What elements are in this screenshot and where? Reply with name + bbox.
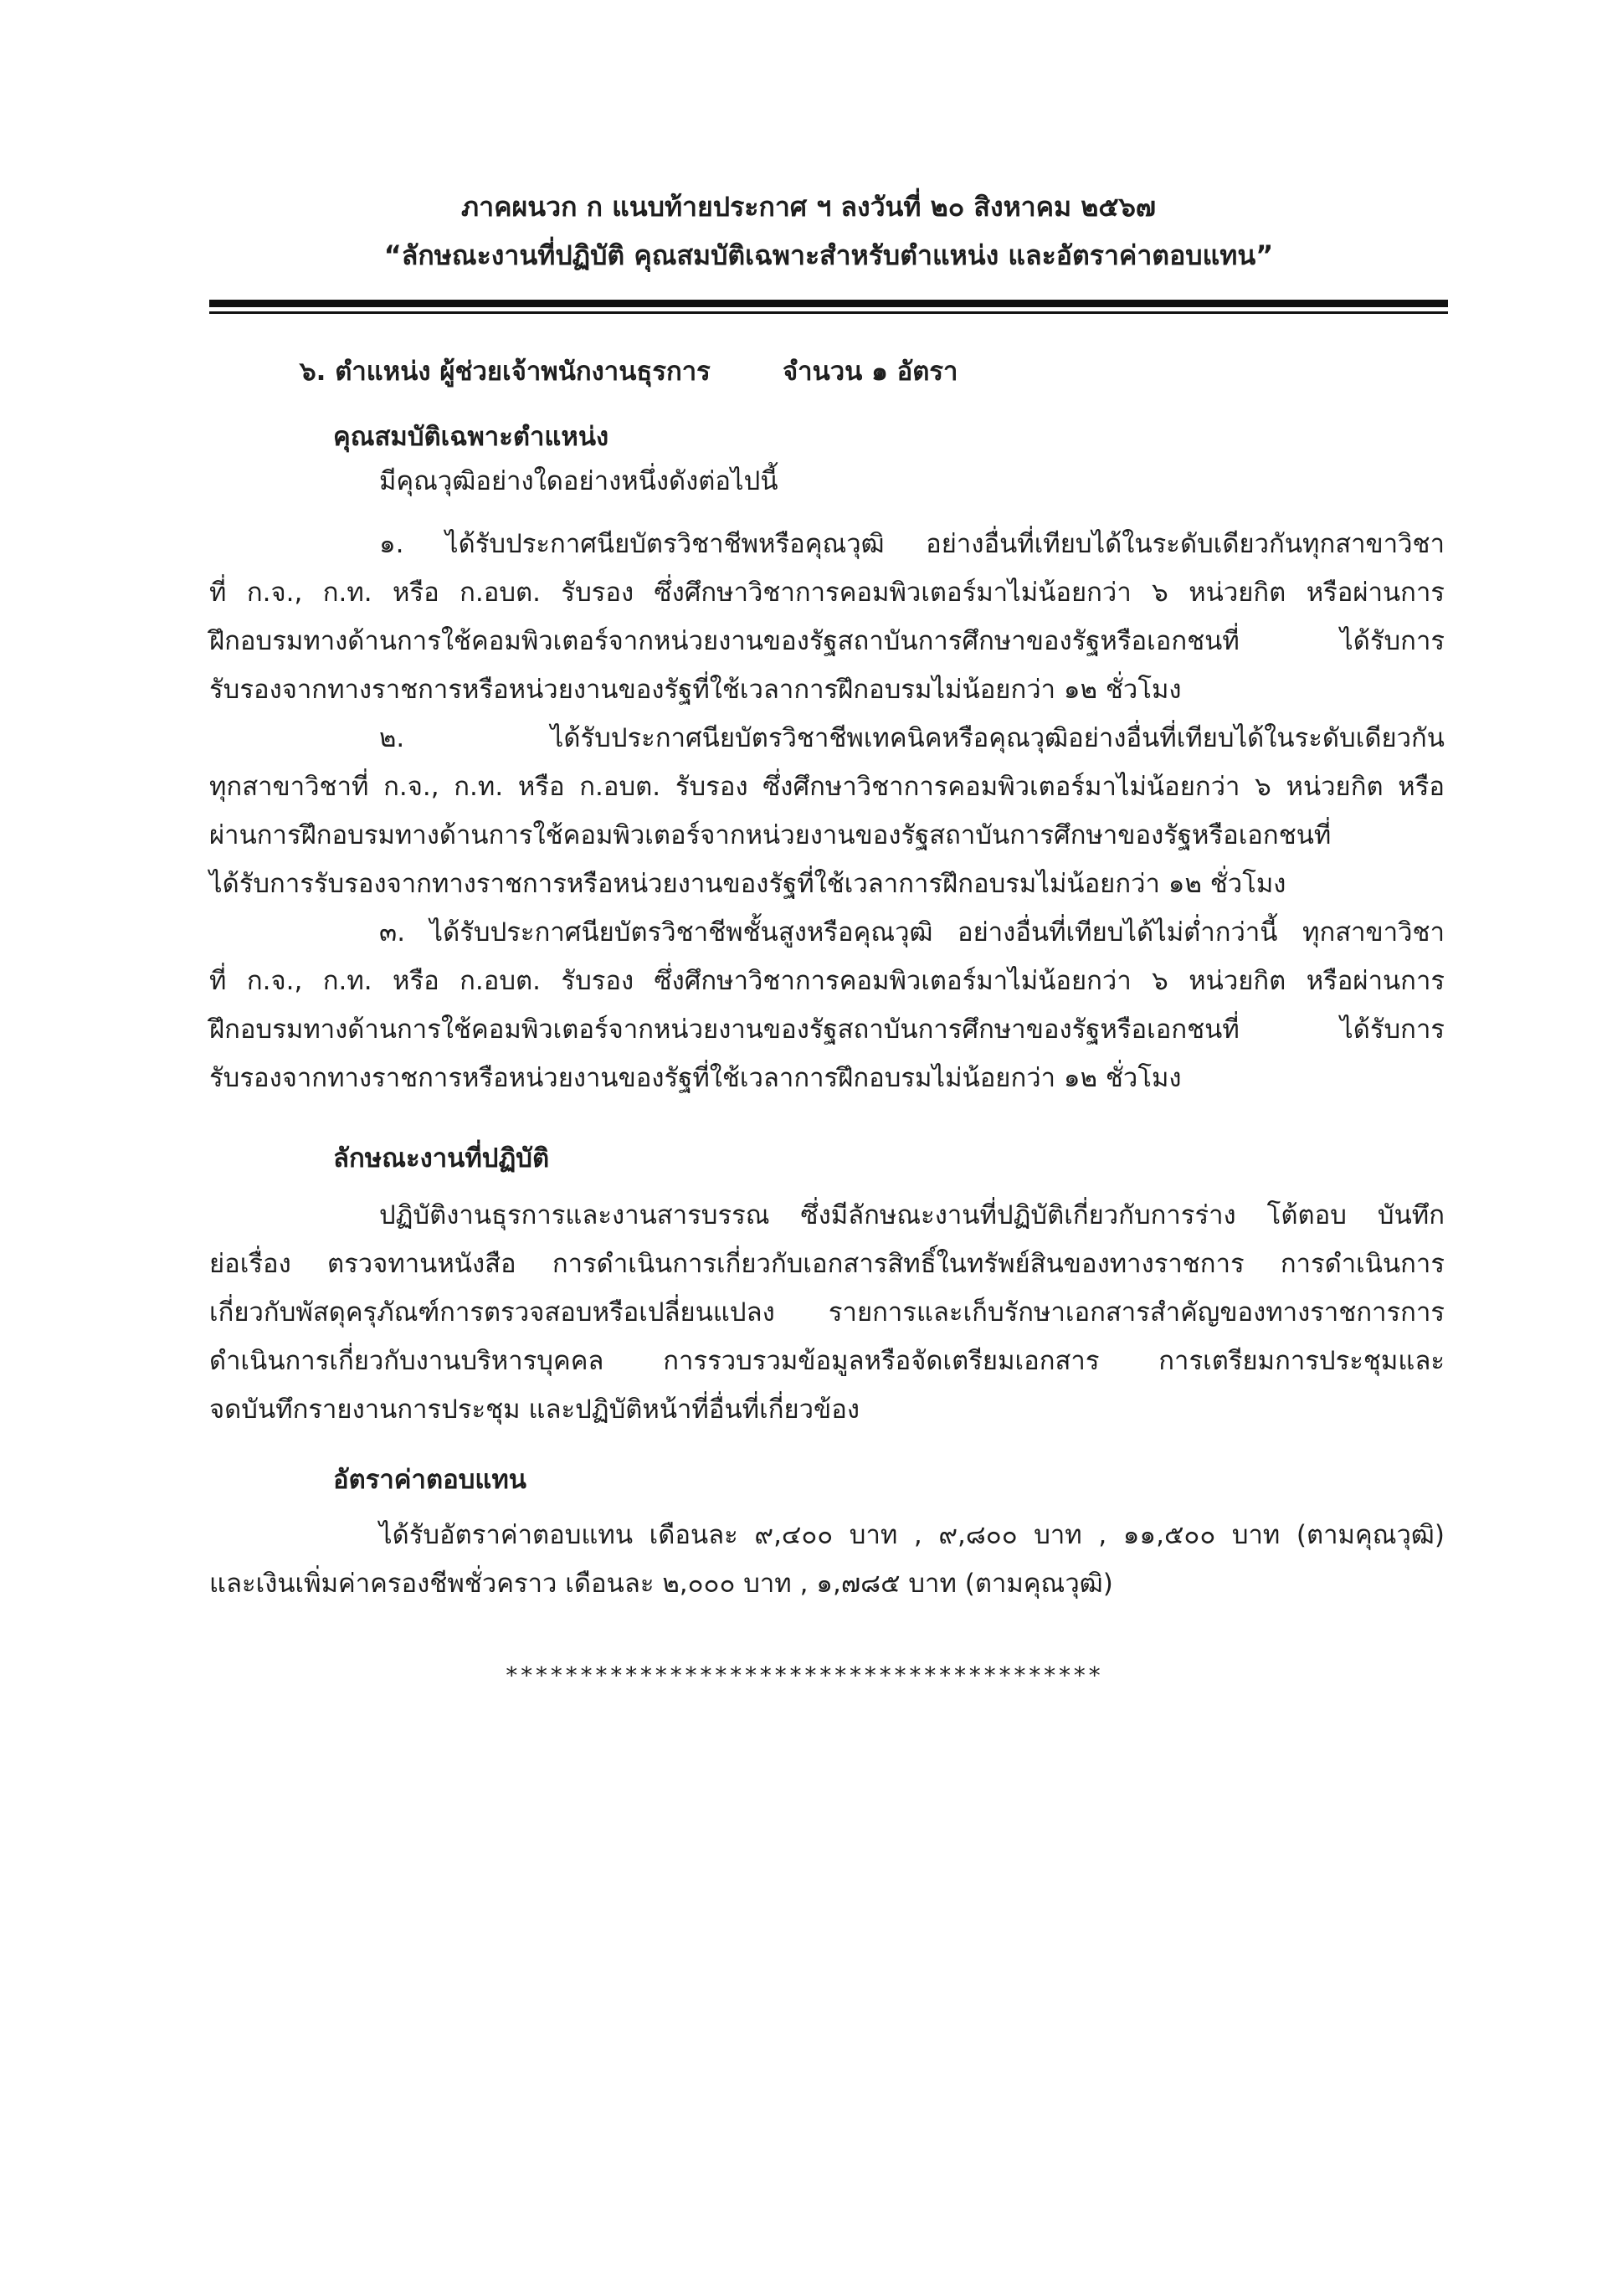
duties-line-4: ดำเนินการเกี่ยวกับงานบริหารบุคคล การรวบรวมข้อมูลหรือจัดเตรียมเอกสาร การเตรียมการประชุมและ [209, 1346, 1445, 1376]
qualification-item-1-line-3: ฝึกอบรมทางด้านการใช้คอมพิวเตอร์จากหน่วยงานของรัฐสถาบันการศึกษาของรัฐหรือเอกชนที่ ได้รับการ [209, 626, 1445, 656]
qualification-item-1-line-1: ๑. ได้รับประกาศนียบัตรวิชาชีพหรือคุณวุฒิ อย่างอื่นที่เทียบได้ในระดับเดียวกันทุกสาขาวิชา [379, 529, 1445, 559]
compensation-line-2: และเงินเพิ่มค่าครองชีพชั่วคราว เดือนละ ๒,๐๐๐ บาท , ๑,๗๘๕ บาท (ตามคุณวุฒิ) [209, 1569, 1113, 1599]
duties-heading: ลักษณะงานที่ปฏิบัติ [333, 1143, 550, 1174]
compensation-line-1: ได้รับอัตราค่าตอบแทน เดือนละ ๙,๔๐๐ บาท , ๙,๘๐๐ บาท , ๑๑,๕๐๐ บาท (ตามคุณวุฒิ) [379, 1520, 1445, 1550]
duties-line-1: ปฏิบัติงานธุรการและงานสารบรรณ ซึ่งมีลักษณะงานที่ปฏิบัติเกี่ยวกับการร่าง โต้ตอบ บันทึก [379, 1200, 1445, 1230]
qualification-item-2-line-3: ผ่านการฝึกอบรมทางด้านการใช้คอมพิวเตอร์จากหน่วยงานของรัฐสถาบันการศึกษาของรัฐหรือเอกชนที่ [209, 820, 1332, 850]
qualification-item-1-line-2: ที่ ก.จ., ก.ท. หรือ ก.อบต. รับรอง ซึ่งศึกษาวิชาการคอมพิวเตอร์มาไม่น้อยกว่า ๖ หน่วยกิต หรือผ่านการ [209, 578, 1445, 608]
qualification-item-3-line-1: ๓. ได้รับประกาศนียบัตรวิชาชีพชั้นสูงหรือคุณวุฒิ อย่างอื่นที่เทียบได้ไม่ต่ำกว่านี้ ทุกสาขาวิชา [379, 917, 1445, 948]
qualifications-heading: คุณสมบัติเฉพาะตำแหน่ง [333, 422, 609, 452]
qualification-item-2-line-2: ทุกสาขาวิชาที่ ก.จ., ก.ท. หรือ ก.อบต. รับรอง ซึ่งศึกษาวิชาการคอมพิวเตอร์มาไม่น้อยกว่า ๖ หน่วยกิต หรือ [209, 772, 1445, 802]
qualification-item-3-line-3: ฝึกอบรมทางด้านการใช้คอมพิวเตอร์จากหน่วยงานของรัฐสถาบันการศึกษาของรัฐหรือเอกชนที่ ได้รับการ [209, 1014, 1445, 1045]
duties-line-5: จดบันทึกรายงานการประชุม และปฏิบัติหน้าที่อื่นที่เกี่ยวข้อง [209, 1395, 860, 1425]
qualification-item-3-line-4: รับรองจากทางราชการหรือหน่วยงานของรัฐที่ใช้เวลาการฝึกอบรมไม่น้อยกว่า ๑๒ ชั่วโมง [209, 1063, 1182, 1093]
qualification-item-2-line-4: ได้รับการรับรองจากทางราชการหรือหน่วยงานของรัฐที่ใช้เวลาการฝึกอบรมไม่น้อยกว่า ๑๒ ชั่วโมง [209, 869, 1286, 899]
header-subject-line: “ลักษณะงานที่ปฏิบัติ คุณสมบัติเฉพาะสำหรับตำแหน่ง และอัตราค่าตอบแทน” [383, 239, 1274, 271]
duties-line-3: เกี่ยวกับพัสดุครุภัณฑ์การตรวจสอบหรือเปลี่ยนแปลง รายการและเก็บรักษาเอกสารสำคัญของทางราชการการ [209, 1297, 1445, 1328]
qualification-item-3-line-2: ที่ ก.จ., ก.ท. หรือ ก.อบต. รับรอง ซึ่งศึกษาวิชาการคอมพิวเตอร์มาไม่น้อยกว่า ๖ หน่วยกิต หรือผ่านการ [209, 966, 1445, 996]
qualification-item-2-line-1: ๒. ได้รับประกาศนียบัตรวิชาชีพเทคนิคหรือคุณวุฒิอย่างอื่นที่เทียบได้ในระดับเดียวกัน [379, 723, 1445, 753]
header-annex-line: ภาคผนวก ก แนบท้ายประกาศ ฯ ลงวันที่ ๒๐ สิงหาคม ๒๕๖๗ [461, 191, 1156, 223]
position-title: ๖. ตำแหน่ง ผู้ช่วยเจ้าพนักงานธุรการ [300, 357, 711, 387]
position-count: จำนวน ๑ อัตรา [783, 357, 958, 387]
qualification-item-1-line-4: รับรองจากทางราชการหรือหน่วยงานของรัฐที่ใช้เวลาการฝึกอบรมไม่น้อยกว่า ๑๒ ชั่วโมง [209, 675, 1182, 705]
duties-line-2: ย่อเรื่อง ตรวจทานหนังสือ การดำเนินการเกี่ยวกับเอกสารสิทธิ์ในทรัพย์สินของทางราชการ การดำเนินการ [209, 1249, 1445, 1279]
qualifications-intro: มีคุณวุฒิอย่างใดอย่างหนึ่งดังต่อไปนี้ [379, 466, 778, 496]
compensation-heading: อัตราค่าตอบแทน [333, 1465, 526, 1495]
footer-star-divider: **************************************** [504, 1662, 1103, 1689]
